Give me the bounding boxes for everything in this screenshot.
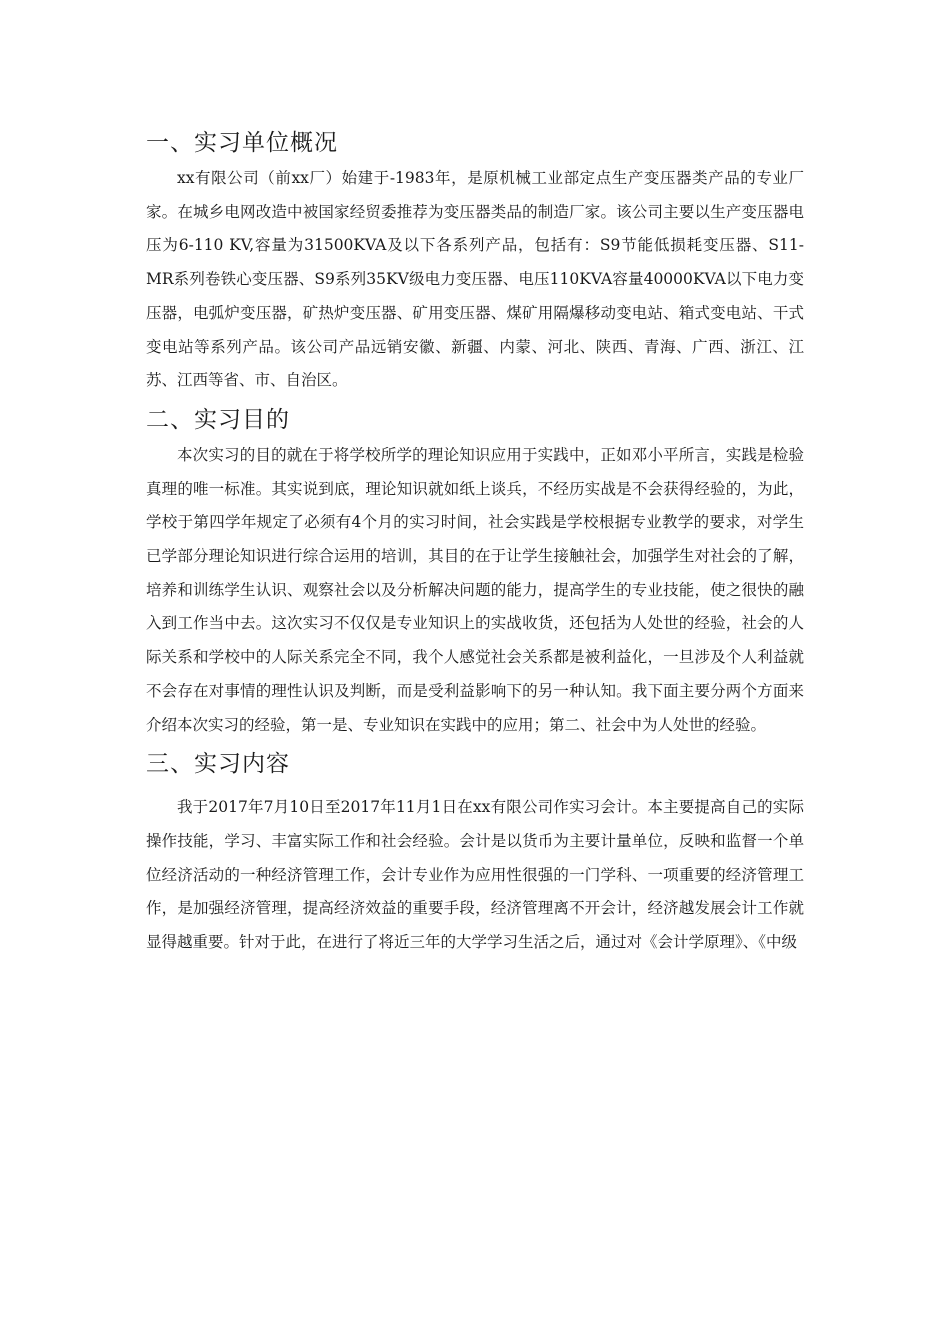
section-paragraph-unit-overview: xx有限公司（前xx厂）始建于-1983年，是原机械工业部定点生产变压器类产品的专业厂家。在城乡电网改造中被国家经贸委推荐为变压器类品的制造厂家。该公司主要以生产变压器电压为6-110 KV,容量为31500KVA及以下各系列产品，包括有：S9节能低损耗变压器、S11-MR系列卷铁心变压器、S9系列35KV级电力变压器、电压110KVA容量40000KVA以下电力变压器，电弧炉变压器，矿热炉变压器、矿用变压器、煤矿用隔爆移动变电站、箱式变电站、干式变电站等系列产品。该公司产品远销安徽、新疆、内蒙、河北、陕西、青海、广西、浙江、江苏、江西等省、市、自治区。 <box>146 169 804 390</box>
section-paragraph-internship-purpose: 本次实习的目的就在于将学校所学的理论知识应用于实践中，正如邓小平所言，实践是检验真理的唯一标准。其实说到底，理论知识就如纸上谈兵，不经历实战是不会获得经验的，为此，学校于第四学年规定了必须有4个月的实习时间，社会实践是学校根据专业教学的要求，对学生已学部分理论知识进行综合运用的培训，其目的在于让学生接触社会，加强学生对社会的了解，培养和训练学生认识、观察社会以及分析解决问题的能力，提高学生的专业技能，使之很快的融入到工作当中去。这次实习不仅仅是专业知识上的实战收货，还包括为人处世的经验，社会的人际关系和学校中的人际关系完全不同，我个人感觉社会关系都是被利益化，一旦涉及个人利益就不会存在对事情的理性认识及判断，而是受利益影响下的另一种认知。我下面主要分两个方面来介绍本次实习的经验，第一是、专业知识在实践中的应用；第二、社会中为人处世的经验。 <box>146 445 804 734</box>
section-paragraph-internship-content: 我于2017年7月10日至2017年11月1日在xx有限公司作实习会计。本主要提高自己的实际操作技能，学习、丰富实际工作和社会经验。会计是以货币为主要计量单位，反映和监督一个单位经济活动的一种经济管理工作，会计专业作为应用性很强的一门学科、一项重要的经济管理工作，是加强经济管理，提高经济效益的重要手段，经济管理离不开会计，经济越发展会计工作就显得越重要。针对于此，在进行了将近三年的大学学习生活之后，通过对《会计学原理》、《中级 <box>146 798 804 952</box>
section-heading-internship-content: 三、实习内容 <box>146 751 290 778</box>
section-heading-unit-overview: 一、实习单位概况 <box>146 130 338 156</box>
section-heading-internship-purpose: 二、实习目的 <box>146 406 290 433</box>
document-page <box>146 124 804 960</box>
